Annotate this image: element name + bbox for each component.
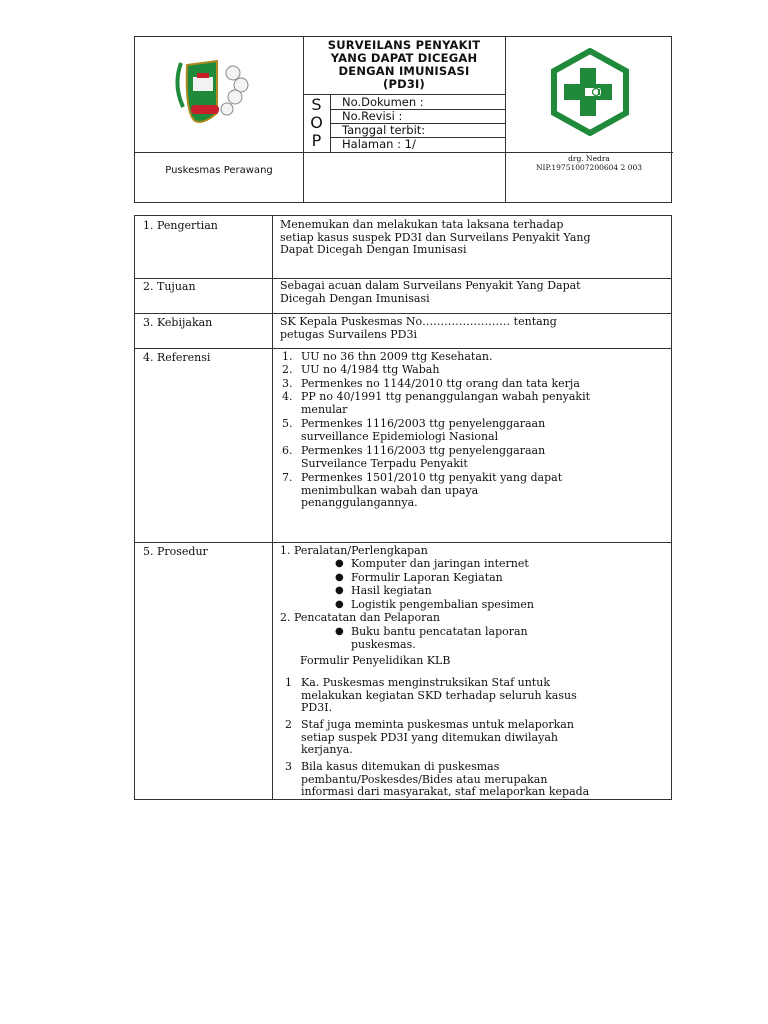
divider bbox=[505, 37, 506, 202]
sop-letter: S bbox=[311, 95, 322, 114]
divider bbox=[135, 542, 671, 543]
signer-name: drg. Nedra bbox=[568, 154, 610, 163]
list-item: Permenkes no 1144/2010 ttg orang dan tata kerja bbox=[301, 377, 580, 390]
section-label-tujuan: 2. Tujuan bbox=[143, 280, 196, 293]
divider bbox=[135, 152, 303, 153]
doc-number-row: No.Dokumen : bbox=[342, 95, 424, 109]
title-line: (PD3I) bbox=[383, 77, 425, 91]
list-item: Permenkes 1116/2003 ttg penyelenggaraan Surveilance Terpadu Penyakit bbox=[301, 444, 546, 470]
bullet-icon: ● bbox=[335, 599, 344, 610]
issue-date-row: Tanggal terbit: bbox=[342, 123, 426, 137]
divider bbox=[303, 152, 505, 153]
step-item: Ka. Puskesmas menginstruksikan Staf untuk melakukan kegiatan SKD terhadap seluruh kasus PD3I. bbox=[301, 676, 577, 715]
title-line: DENGAN IMUNISASI bbox=[338, 64, 470, 78]
section-text-tujuan: Sebagai acuan dalam Surveilans Penyakit Yang Dapat Dicegah Dengan Imunisasi bbox=[280, 279, 581, 305]
step-item: Bila kasus ditemukan di puskesmas pembantu/Poskesdes/Bides atau merupakan informasi dari masyarakat, staf melaporkan kepada bbox=[301, 760, 590, 799]
section-label-referensi: 4. Referensi bbox=[143, 351, 211, 364]
divider bbox=[272, 216, 273, 799]
sop-title bbox=[303, 39, 505, 91]
revision-row: No.Revisi : bbox=[342, 109, 403, 123]
list-item: Komputer dan jaringan internet bbox=[351, 557, 529, 570]
list-item: UU no 36 thn 2009 ttg Kesehatan. bbox=[301, 350, 493, 363]
page-row: Halaman : 1/ bbox=[342, 137, 416, 151]
list-item: PP no 40/1991 ttg penanggulangan wabah penyakit menular bbox=[301, 390, 591, 416]
sop-body-table: 1. Pengertian Menemukan dan melakukan tata laksana terhadap setiap kasus suspek PD3I dan Surveilans Penyakit Yang Dapat Dicegah Dengan Imunisasi 2. Tujuan Sebagai acuan dalam Surveilans Penyakit Yang Dapat Dicegah Dengan Imunisasi 3. Kebijakan SK Kepala Puskesmas No…………………… tentang petugas Survailens PD3i 4. Referensi 1. UU no 36 thn 2009 ttg Kesehatan. 2. UU no 4/1984 ttg Wabah 3. Permenkes no 1144/2010 ttg orang dan tata kerja 4. PP no 40/1991 ttg penanggulangan wabah penyakit menular 5. Permenkes 1116/2003 ttg penyelenggaraan surveillance Epidemiologi Nasional 6. Permenkes 1116/2003 ttg penyelenggaraan Surveilance Terpadu Penyakit 7. Permenkes 1501/2010 ttg penyakit yang dapat menimbulkan wabah dan upaya penanggulangannya. 5. Prosedur 1. Peralatan/Perlengkapan ● Komputer dan jaringan internet ● Formulir Laporan Kegiatan ● Hasil kegiatan ● Logistik pengembalian spesimen 2. Pencatatan dan Pelaporan ● Buku bantu pencatatan laporan puskesmas. Formulir Penyelidikan KLB 1 Ka. Puskesmas menginstruksikan Staf untuk melakukan kegiatan SKD terhadap seluruh kasus PD3I. 2 Staf juga meminta puskesmas untuk melaporkan setiap suspek PD3I yang ditemukan diwilayah kerjanya. 3 Bila kasus ditemukan di puskesmas pembantu/Poskesdes/Bides atau merupakan informasi dari masyarakat, staf melaporkan kepada bbox=[134, 215, 672, 800]
bullet-icon: ● bbox=[335, 572, 344, 583]
section-text-pengertian: Menemukan dan melakukan tata laksana terhadap setiap kasus suspek PD3I dan Surveilans Penyakit Yang Dapat Dicegah Dengan Imunisasi bbox=[280, 218, 591, 257]
divider bbox=[135, 348, 671, 349]
section-label-kebijakan: 3. Kebijakan bbox=[143, 316, 213, 329]
sop-letter: O bbox=[310, 113, 323, 132]
title-line: SURVEILANS PENYAKIT bbox=[327, 38, 481, 52]
list-item: Formulir Laporan Kegiatan bbox=[351, 571, 503, 584]
divider bbox=[330, 94, 331, 152]
sop-header-table bbox=[134, 36, 672, 203]
list-item: UU no 4/1984 ttg Wabah bbox=[301, 363, 440, 376]
section-label-pengertian: 1. Pengertian bbox=[143, 219, 218, 232]
regency-emblem-logo bbox=[173, 55, 269, 131]
list-item: Logistik pengembalian spesimen bbox=[351, 598, 535, 611]
puskesmas-logo bbox=[549, 48, 631, 136]
title-line: YANG DAPAT DICEGAH bbox=[330, 51, 478, 65]
divider bbox=[135, 313, 671, 314]
bullet-icon: ● bbox=[335, 585, 344, 596]
institution-name: Puskesmas Perawang bbox=[165, 165, 273, 176]
list-item: Permenkes 1501/2010 ttg penyakit yang dapat menimbulkan wabah dan upaya penanggulangannya. bbox=[301, 471, 563, 510]
step-item: Staf juga meminta puskesmas untuk melaporkan setiap suspek PD3I yang ditemukan diwilayah kerjanya. bbox=[301, 718, 574, 757]
list-item: Hasil kegiatan bbox=[351, 584, 432, 597]
group-title: 1. Peralatan/Perlengkapan bbox=[280, 544, 428, 557]
divider bbox=[505, 152, 673, 153]
extra-line: Formulir Penyelidikan KLB bbox=[300, 654, 451, 667]
bullet-icon: ● bbox=[335, 626, 344, 637]
sop-letter: P bbox=[311, 131, 322, 150]
list-item: Permenkes 1116/2003 ttg penyelenggaraan surveillance Epidemiologi Nasional bbox=[301, 417, 546, 443]
signer-nip: NIP.19751007200604 2 003 bbox=[535, 163, 643, 172]
bullet-icon: ● bbox=[335, 558, 344, 569]
section-label-prosedur: 5. Prosedur bbox=[143, 545, 208, 558]
section-text-kebijakan: SK Kepala Puskesmas No…………………… tentang petugas Survailens PD3i bbox=[280, 315, 557, 341]
list-item: Buku bantu pencatatan laporan puskesmas. bbox=[351, 625, 528, 651]
group-title: 2. Pencatatan dan Pelaporan bbox=[280, 611, 440, 624]
